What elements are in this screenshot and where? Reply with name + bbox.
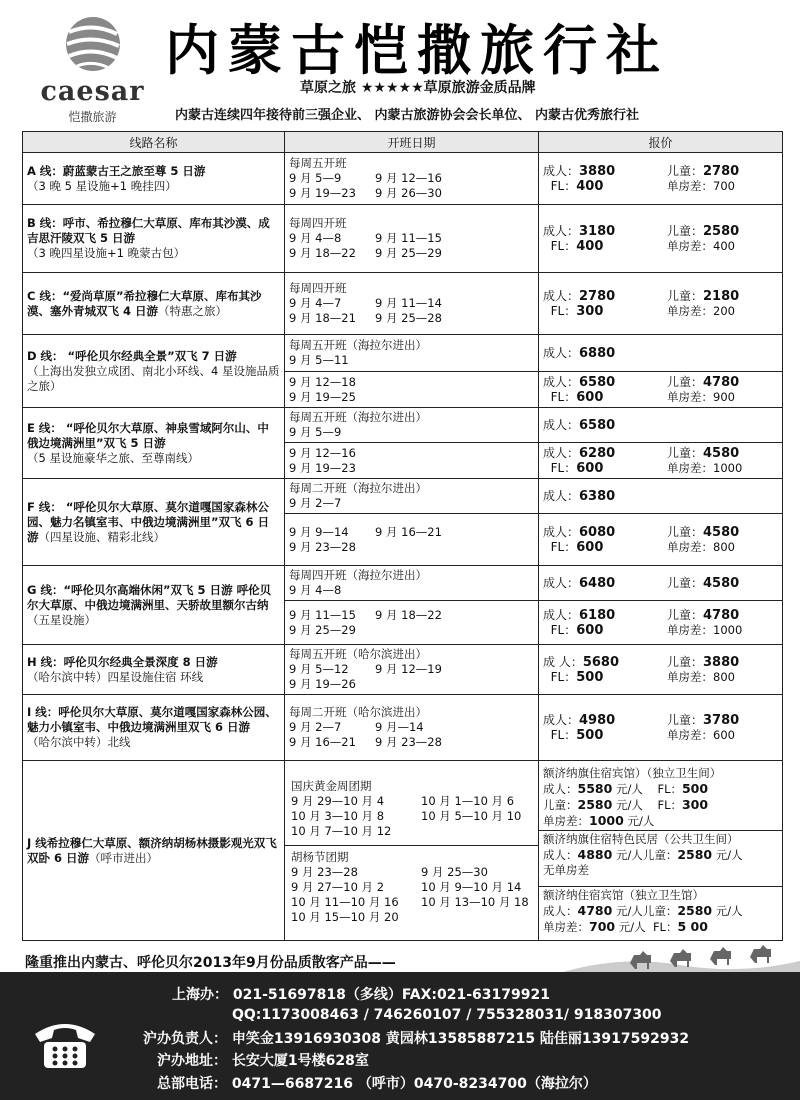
price-label: 儿童： (667, 654, 704, 669)
agency-title: 内蒙古恺撒旅行社 (165, 18, 669, 82)
date-item: 9 月 25—29 (289, 622, 356, 637)
route-name (23, 273, 285, 335)
date-item: 9 月 18—21 (289, 311, 356, 325)
date-item: 9 月 29—10 月 4 (291, 793, 385, 808)
price-label: 单房差： (667, 389, 713, 404)
single-room-price: 700 (589, 919, 616, 934)
adult-price: 6380 (579, 488, 616, 504)
route-title: F 线： “呼伦贝尔大草原、莫尔道嘎国家森林公园、魅力名镇室韦、中俄边境满洲里”双飞 6 日游 (27, 499, 270, 544)
date-item: 9 月 23—28 (289, 539, 356, 554)
unit: 元/人儿童： (615, 904, 678, 918)
single-room-price: 600 (713, 727, 735, 742)
date-item: 10 月 5—10 月 10 (421, 808, 522, 823)
single-room-price: 200 (713, 303, 735, 318)
camel-caravan-icon (560, 935, 800, 975)
group-title: 胡杨节团期 (291, 849, 349, 864)
date-item: 9 月 27—10 月 2 (291, 879, 385, 894)
route-sub: （呼市进出） (89, 850, 159, 865)
price-label: FL： (550, 303, 577, 318)
date-item: 9 月 12—18 (289, 374, 356, 389)
price-label: 单房差： (667, 669, 713, 684)
price-label: 儿童： (667, 374, 704, 389)
route-name (23, 645, 285, 695)
price-label: FL： (550, 238, 577, 253)
route-title: H 线：呼伦贝尔经典全景深度 8 日游 (27, 654, 218, 669)
adult-price: 5580 (577, 781, 613, 796)
price-label: 成人： (543, 445, 580, 460)
date-item: 9 月 18—22 (375, 607, 442, 622)
route-name (23, 335, 285, 408)
price-label: 成人： (543, 782, 578, 796)
date-item: 9 月 19—25 (289, 389, 356, 404)
date-item: 9 月 5—11 (289, 353, 349, 367)
shanghai-office: 上海办： 021-51697818（多线）FAX:021-63179921 (172, 987, 550, 1003)
route-row-f (23, 479, 783, 514)
child-price: 4780 (703, 374, 740, 390)
child-price: 4580 (703, 445, 740, 461)
date-item: 9 月 18—22 (289, 246, 356, 260)
route-row-h (23, 645, 783, 695)
route-dates (285, 408, 539, 443)
route-dates (285, 273, 539, 335)
unit: 元/人 (618, 920, 646, 934)
table-header (23, 132, 783, 153)
routes-table (22, 131, 783, 941)
adult-price: 5680 (582, 654, 620, 670)
route-dates (285, 153, 539, 205)
price-label: 儿童： (667, 524, 704, 539)
hotel-note: 无单房差 (543, 863, 589, 877)
route-title: G 线：“呼伦贝尔高端休闲”双飞 5 日游 呼伦贝尔大草原、中俄边境满洲里、天骄故里额尔古纳 (27, 582, 272, 612)
single-room-price: 700 (713, 178, 735, 193)
route-title: C 线：“爱尚草原”希拉穆仁大草原、库布其沙漠、塞外青城双飞 4 日游 (27, 288, 262, 318)
single-room-price: 400 (713, 238, 735, 253)
date-item: 10 月 11—10 月 16 (291, 894, 399, 909)
price-label: FL： (657, 798, 682, 812)
adult-price: 3880 (579, 163, 616, 179)
route-row-g (23, 566, 783, 601)
office-address: 沪办地址： 长安大厦1号楼628室 (157, 1053, 369, 1069)
route-dates (285, 601, 539, 645)
date-item: 9 月 4—8 (289, 231, 342, 245)
route-row-j (23, 761, 783, 941)
fl-price: 600 (576, 539, 604, 555)
date-item: 9 月 2—7 (289, 496, 342, 510)
globe-icon (65, 14, 121, 74)
date-schedule: 每周二开班（哈尔滨进出） (289, 705, 427, 719)
route-dates (285, 335, 539, 372)
route-title: B 线：呼市、希拉穆仁大草原、库布其沙漠、成吉思汗陵双飞 5 日游 (27, 216, 270, 245)
adult-price: 4780 (577, 903, 613, 918)
price-label: 儿童： (667, 223, 704, 238)
route-price (539, 205, 783, 273)
date-item: 9 月—14 (375, 720, 424, 734)
fl-price: 400 (576, 238, 604, 254)
price-label: 成人： (543, 904, 578, 918)
route-title: E 线： “呼伦贝尔大草原、神泉雪域阿尔山、中俄边境满洲里”双飞 5 日游 (27, 420, 269, 450)
col-route-name: 线路名称 (23, 132, 285, 153)
route-sub: （五星设施） (27, 612, 96, 627)
price-label: 单房差： (543, 920, 589, 934)
route-dates (285, 479, 539, 514)
price-label: FL： (652, 920, 678, 934)
date-schedule: 每周五开班（哈尔滨进出） (289, 647, 427, 661)
adult-price: 6280 (579, 445, 616, 461)
route-row-b (23, 205, 783, 273)
route-price (539, 601, 783, 645)
col-price: 报价 (539, 132, 783, 153)
fl-price: 600 (576, 460, 604, 476)
fl-price: 500 (576, 669, 604, 685)
route-row-a (23, 153, 783, 205)
logo-text: caesar (40, 76, 145, 107)
route-sub: （四星设施、精彩北线） (38, 529, 165, 544)
route-title: I 线：呼伦贝尔大草原、莫尔道嘎国家森林公园、魅力小镇室韦、中俄边境满洲里双飞 6 日游 (27, 705, 277, 734)
date-item: 9 月 19—23 (289, 460, 356, 475)
hotel-name: 额济纳旗住宿宾馆）（独立卫生间） (543, 766, 722, 780)
price-label: 儿童： (543, 798, 578, 812)
unit: 元/人 (715, 848, 743, 862)
route-price (539, 372, 783, 408)
fl-price: 500 (576, 727, 604, 743)
route-price (539, 479, 783, 514)
qq-numbers: QQ:1173008463 / 746260107 / 755328031/ 918307300 (232, 1007, 662, 1023)
route-price (539, 566, 783, 601)
route-name (23, 408, 285, 479)
fl-price: 300 (576, 303, 604, 319)
price-label: 成人： (543, 524, 580, 539)
hotel-name: 额济纳旗住宿特色民居（公共卫生间） (543, 832, 739, 846)
adult-price: 3180 (579, 223, 616, 239)
date-item: 9 月 25—29 (375, 246, 442, 260)
route-sub: （5 星设施豪华之旅、至尊南线） (27, 450, 199, 465)
route-row-i (23, 695, 783, 761)
date-item: 10 月 15—10 月 20 (291, 909, 399, 924)
single-room-price: 1000 (713, 622, 743, 637)
date-item: 10 月 3—10 月 8 (291, 808, 385, 823)
child-price: 4580 (703, 575, 740, 591)
group-title: 国庆黄金周团期 (291, 778, 372, 793)
date-schedule: 每周五开班（海拉尔进出） (289, 338, 427, 352)
route-row-c (23, 273, 783, 335)
fl-price: 600 (576, 622, 604, 638)
logo-cn: 恺撒旅游 (68, 110, 117, 124)
date-item: 10 月 9—10 月 14 (421, 879, 522, 894)
route-price (539, 335, 783, 372)
price-label: 单房差： (543, 814, 589, 828)
date-item: 9 月 5—12 (289, 662, 349, 676)
route-row-e (23, 408, 783, 443)
col-dates: 开班日期 (285, 132, 539, 153)
single-room-price: 1000 (589, 813, 624, 828)
adult-price: 6480 (579, 575, 616, 591)
route-price (539, 273, 783, 335)
price-label: FL： (550, 622, 577, 637)
price-label: FL： (550, 178, 577, 193)
date-item: 9 月 2—7 (289, 720, 342, 734)
single-room-price: 900 (713, 389, 735, 404)
unit: 元/人 (627, 814, 655, 828)
unit: 元/人儿童： (615, 848, 678, 862)
price-label: 成人： (543, 374, 580, 389)
price-label: 成人： (543, 607, 580, 622)
route-name (23, 479, 285, 566)
adult-price: 4980 (579, 712, 616, 728)
route-price (539, 153, 783, 205)
route-name (23, 566, 285, 645)
route-title: A 线：蔚蓝蒙古王之旅至尊 5 日游 (27, 163, 206, 178)
price-label: 成人： (543, 848, 578, 862)
date-schedule: 每周五开班（海拉尔进出） (289, 410, 427, 424)
date-item: 9 月 25—30 (421, 864, 488, 879)
child-price: 4780 (703, 607, 740, 623)
price-label: 成人： (543, 223, 580, 238)
single-room-price: 800 (713, 669, 735, 684)
fl-price: 5 00 (677, 919, 708, 934)
route-dates (285, 695, 539, 761)
date-item: 9 月 12—16 (375, 171, 442, 185)
route-dates (285, 514, 539, 566)
price-label: 成人： (543, 345, 580, 360)
price-label: 成人： (543, 163, 580, 178)
date-item: 10 月 13—10 月 18 (421, 894, 529, 909)
price-label: FL： (550, 389, 577, 404)
contact-footer (0, 972, 800, 1100)
single-room-price: 1000 (713, 460, 743, 475)
price-label: 成人： (543, 575, 580, 590)
price-label: 儿童： (667, 575, 704, 590)
adult-price: 4880 (577, 847, 613, 862)
fl-price: 400 (576, 178, 604, 194)
date-item: 9 月 25—28 (375, 311, 442, 325)
date-item: 9 月 5—9 (289, 425, 342, 439)
office-managers: 沪办负责人： 申笑金13916930308 黄园林13585887215 陆佳丽13917592932 (143, 1031, 690, 1047)
price-label: 成 人： (543, 654, 583, 669)
route-sub: （哈尔滨中转）北线 (27, 735, 131, 749)
price-label: 成人： (543, 488, 580, 503)
price-label: FL： (657, 782, 682, 796)
child-price: 2780 (703, 163, 740, 179)
date-item: 10 月 1—10 月 6 (421, 793, 515, 808)
date-item: 9 月 5—9 (289, 171, 342, 185)
honors: 内蒙古连续四年接待前三强企业、 内蒙古旅游协会会长单位、 内蒙古优秀旅行社 (175, 108, 640, 123)
date-item: 9 月 4—7 (289, 296, 342, 310)
price-label: 儿童： (667, 163, 704, 178)
route-sub: （3 晚 5 星设施+1 晚挂四） (27, 178, 177, 193)
adult-price: 6580 (579, 417, 616, 433)
price-label: 儿童： (667, 445, 704, 460)
price-label: 单房差： (667, 178, 713, 193)
date-schedule: 每周四开班（海拉尔进出） (289, 568, 427, 582)
route-name (23, 153, 285, 205)
child-price: 3880 (703, 654, 740, 670)
adult-price: 2780 (579, 288, 616, 304)
date-schedule: 每周四开班 (289, 281, 347, 295)
date-item: 9 月 11—15 (375, 231, 442, 245)
route-row-d (23, 335, 783, 372)
price-label: 成人： (543, 417, 580, 432)
route-price (539, 443, 783, 479)
date-schedule: 每周五开班 (289, 156, 347, 170)
price-label: 成人： (543, 712, 580, 727)
date-item: 9 月 4—8 (289, 583, 342, 597)
price-label: 单房差： (667, 303, 713, 318)
price-label: 成人： (543, 288, 580, 303)
adult-price: 6180 (579, 607, 616, 623)
child-price: 2580 (677, 903, 713, 918)
date-item: 9 月 23—28 (375, 735, 442, 749)
date-item: 9 月 16—21 (375, 524, 442, 539)
route-dates (285, 372, 539, 408)
price-label: FL： (550, 460, 577, 475)
route-dates (285, 761, 539, 941)
date-item: 9 月 11—14 (375, 296, 442, 310)
unit: 元/人 (615, 782, 643, 796)
route-price (539, 514, 783, 566)
route-dates (285, 645, 539, 695)
price-label: 单房差： (667, 460, 713, 475)
telephone-icon (30, 1012, 100, 1072)
route-sub: （上海出发独立成团、南北小环线、4 星设施品质之旅） (27, 363, 280, 393)
date-schedule: 每周四开班 (289, 216, 347, 230)
price-label: 单房差： (667, 539, 713, 554)
fl-price: 600 (576, 389, 604, 405)
route-sub: （3 晚四星设施+1 晚蒙古包） (27, 246, 186, 260)
route-title: J 线希拉穆仁大草原、额济纳胡杨林摄影观光双飞双卧 6 日游 (27, 835, 277, 865)
route-price (539, 408, 783, 443)
price-label: FL： (550, 669, 577, 684)
promo-banner: 隆重推出内蒙古、呼伦贝尔2013年9月份品质散客产品—— (25, 955, 396, 971)
fl-price: 300 (681, 797, 709, 812)
child-price: 2580 (703, 223, 740, 239)
child-price: 4580 (703, 524, 740, 540)
date-item: 9 月 9—14 (289, 524, 349, 539)
route-title: D 线： “呼伦贝尔经典全景”双飞 7 日游 (27, 348, 237, 363)
route-price (539, 695, 783, 761)
hq-phone: 总部电话： 0471—6687216 （呼市）0470-8234700（海拉尔） (157, 1076, 597, 1092)
date-item: 9 月 12—19 (375, 662, 442, 676)
price-label: FL： (550, 727, 577, 742)
single-room-price: 800 (713, 539, 735, 554)
price-label: FL： (550, 539, 577, 554)
date-schedule: 每周二开班（海拉尔进出） (289, 481, 427, 495)
date-item: 9 月 11—15 (289, 607, 356, 622)
unit: 元/人 (615, 798, 643, 812)
route-name (23, 761, 285, 941)
date-item: 9 月 19—26 (289, 677, 356, 691)
caesar-logo (30, 14, 155, 124)
route-name (23, 205, 285, 273)
price-label: 儿童： (667, 712, 704, 727)
route-name (23, 695, 285, 761)
date-item: 9 月 19—23 (289, 186, 356, 200)
route-sub: （特惠之旅） (158, 303, 228, 318)
date-item: 9 月 16—21 (289, 735, 356, 749)
date-item: 9 月 23—28 (291, 864, 358, 879)
price-label: 单房差： (667, 622, 713, 637)
price-label: 单房差： (667, 238, 713, 253)
price-label: 儿童： (667, 288, 704, 303)
route-dates (285, 443, 539, 479)
adult-price: 6880 (579, 345, 616, 361)
header (0, 0, 800, 130)
route-price (539, 761, 783, 941)
date-item: 9 月 12—16 (289, 445, 356, 460)
route-dates (285, 205, 539, 273)
adult-price: 6080 (579, 524, 616, 540)
slogan: 草原之旅 ★★★★★草原旅游金质品牌 (300, 80, 536, 96)
date-item: 10 月 7—10 月 12 (291, 823, 392, 838)
unit: 元/人 (715, 904, 743, 918)
route-dates (285, 566, 539, 601)
price-label: 儿童： (667, 607, 704, 622)
date-item: 9 月 26—30 (375, 186, 442, 200)
child-price: 2180 (703, 288, 740, 304)
fl-price: 500 (681, 781, 709, 796)
child-price: 3780 (703, 712, 740, 728)
route-price (539, 645, 783, 695)
hotel-name: 额济纳住宿宾馆（独立卫生馆） (543, 888, 704, 902)
adult-price: 6580 (579, 374, 616, 390)
price-label: 单房差： (667, 727, 713, 742)
route-sub: （哈尔滨中转）四星设施住宿 环线 (27, 669, 204, 684)
child-price: 2580 (577, 797, 613, 812)
child-price: 2580 (677, 847, 713, 862)
